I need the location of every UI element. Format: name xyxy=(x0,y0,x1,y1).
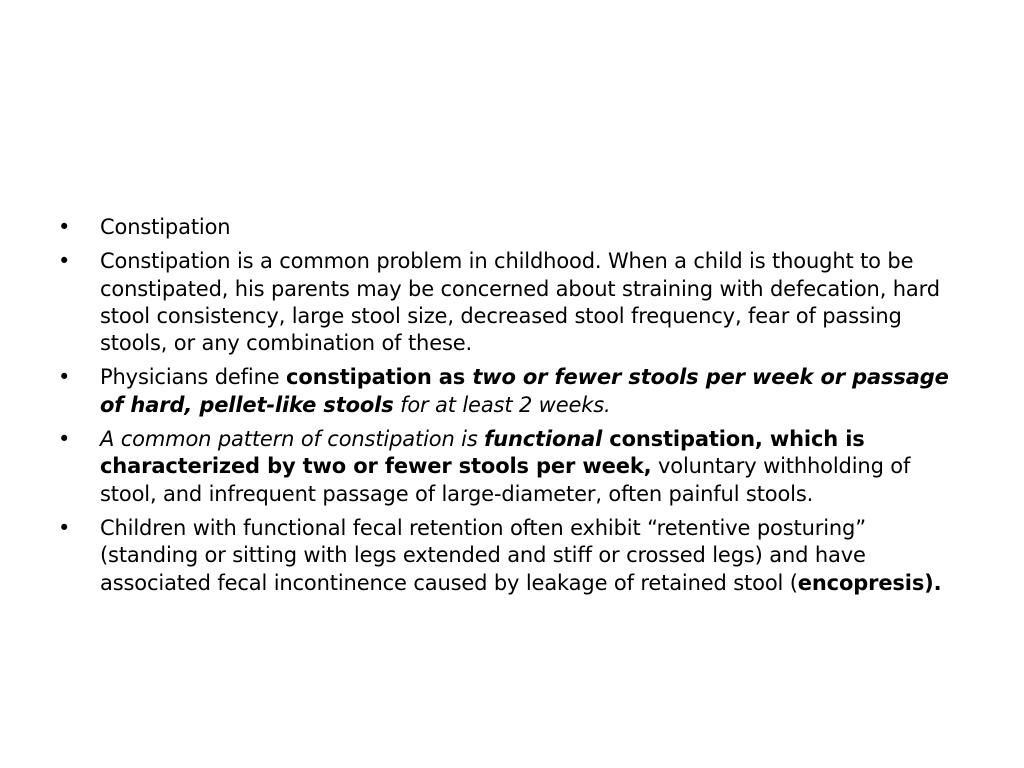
bold-text-segment: constipation, which is characterized by two or fewer stools per week, xyxy=(100,427,865,479)
bullet-icon: • xyxy=(58,515,71,540)
italic-text-segment: A common pattern of constipation is xyxy=(100,427,485,452)
text-segment: Physicians define xyxy=(100,365,287,390)
bold-text-segment: constipation as xyxy=(286,365,473,390)
text-segment: voluntary withholding of stool, and infrequent passage of large-diameter, often painful stools. xyxy=(100,454,911,506)
bullet-text: Constipation xyxy=(100,215,231,239)
bullet-icon: • xyxy=(58,249,71,274)
bullet-icon: • xyxy=(58,365,71,390)
bullet-text: Constipation is a common problem in childhood. When a child is thought to be constipated, his parents may be concerned about straining with defecation, hard stool consistency, large stool size, decreased stool frequency, fear of passing stools, or any combination of these. xyxy=(100,249,940,356)
bold-italic-text-segment: functional xyxy=(484,427,603,452)
bullet-item-constipation-heading xyxy=(58,214,958,241)
bullet-list xyxy=(58,214,958,604)
italic-text-segment: for at least 2 weeks. xyxy=(393,392,611,417)
bullet-item-common-problem xyxy=(58,248,958,357)
bold-text-segment: encopresis). xyxy=(797,570,942,595)
text-segment: Children with functional fecal retention often exhibit “retentive posturing” (standing or sitting with legs extended and stiff or crossed legs) and have associated fecal incontinence caused by leakage of retained stool ( xyxy=(100,515,866,595)
bullet-item-retentive-posturing xyxy=(58,515,958,597)
bullet-item-physicians-define xyxy=(58,364,958,419)
bullet-icon: • xyxy=(58,215,71,239)
bullet-item-functional-pattern xyxy=(58,426,958,508)
bold-italic-text-segment: two or fewer stools per week or passage of hard, pellet-like stools xyxy=(100,365,949,417)
bullet-icon: • xyxy=(58,427,71,452)
